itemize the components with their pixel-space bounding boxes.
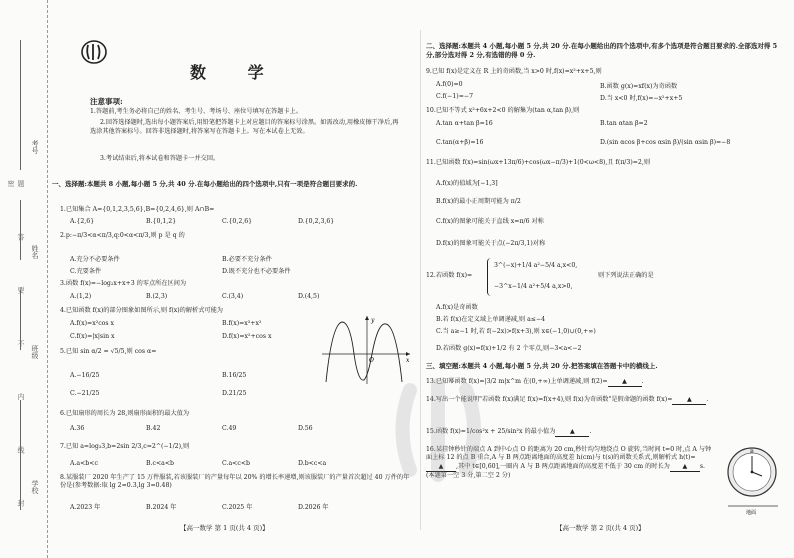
page-title: 数 学 xyxy=(190,63,282,82)
q6-option-a: A.36 xyxy=(70,425,85,432)
label-xingming: 姓名 xyxy=(31,245,39,259)
q6-option-d: D.56 xyxy=(298,425,313,432)
q16-clock-figure xyxy=(724,444,782,516)
q16-unit: s. xyxy=(699,462,706,470)
q3-option-a: A.(1,2) xyxy=(70,293,92,300)
question-6: 6.已知扇形的周长为 28,则扇形面积的最大值为 xyxy=(60,410,190,417)
q12-case-2: −3^x−1/4 a²+5/4 a,x>0, xyxy=(494,283,573,290)
q13-blank[interactable]: ▲ xyxy=(608,378,642,387)
section-1-heading: 一、选择题:本题共 8 小题,每小题 5 分,共 40 分.在每小题给出的四个选项中,只有一项是符合题目要求的. xyxy=(52,180,358,188)
q13-text: 13.已知幂函数 f(x)=|3/2 m|x^m 在(0,+∞)上单调递减,则 f(2)= xyxy=(426,378,608,385)
q15-text: 15.函数 f(x)=1/cos²x + 25/sin²x 的最小值为 xyxy=(426,428,556,435)
footer-page-1: 【高一数学 第 1 页(共 4 页)】 xyxy=(180,524,269,532)
q16-blank-2[interactable]: ▲ xyxy=(670,463,700,472)
notice-2: 2.回答选择题时,选出每小题答案后,用铅笔把答题卡上对应题目的答案标号涂黑。如需改动,用橡皮擦干净后,再选涂其他答案标号。回答非选择题时,将答案写在答题卡上。写在本试卷上无效。 xyxy=(90,119,399,135)
label-xuexiao: 学校 xyxy=(31,480,39,494)
q5-option-c: C.−21/25 xyxy=(70,390,100,397)
question-9: 9.已知 f(x)是定义在 R 上的奇函数,当 x>0 时,f(x)=x²+x+5,则 xyxy=(426,68,602,75)
q9-option-b: B.函数 g(x)=xf(x)为奇函数 xyxy=(600,83,678,90)
question-11: 11.已知函数 f(x)=sin(ωx+13π/6)+cos(ωx−π/3)+1(0<ω<8),且 f(π/3)=2,则 xyxy=(426,159,651,166)
q9-option-d: D.当 x<0 时,f(x)=−x²+x+5 xyxy=(600,95,683,102)
q16-note: (本题第一空 3 分,第二空 2 分) xyxy=(426,472,511,480)
label-banji: 班级 xyxy=(31,345,39,359)
section-2-heading: 二、选择题:本题共 4 小题,每小题 5 分,共 20 分.在每小题给出的四个选项中,有多个选项是符合题目要求的.全部选对得 5 分,部分选对得 2 分,有选错的得 0 分. xyxy=(426,42,778,60)
question-2: 2.p:−π/3<α<π/3,q:0<α<π/3,则 p 是 q 的 xyxy=(60,232,185,239)
question-14: 14.写出一个能说明"若函数 f(x)满足 f(x)=f(x+4),则 f(x)为奇函数"是假命题的函数 f(x)= ▲ . xyxy=(426,396,780,405)
origin-label: O xyxy=(369,357,374,364)
q3-option-c: C.(3,4) xyxy=(222,293,244,300)
ground-label: 地面 xyxy=(746,510,757,516)
notice-title: 注意事项: xyxy=(90,97,123,106)
q12-brace xyxy=(487,258,493,296)
question-3: 3.函数 f(x)=−log₂x+x+3 的零点所在区间为 xyxy=(60,280,187,287)
q5-option-b: B.16/25 xyxy=(222,372,247,379)
q10-option-c: C.tan(α+β)=16 xyxy=(436,139,484,146)
seal-text: 题 答 要 不 内 线 封 密 xyxy=(7,180,25,529)
q3-option-d: D.(4,5) xyxy=(298,293,320,300)
q4-option-d: D.f(x)=x²+cos x xyxy=(222,333,272,340)
notice-1: 1.答题前,考生务必将自己的姓名、考生号、考场号、座位号填写在答题卡上。 xyxy=(90,108,303,115)
notice-3: 3.考试结束后,将本试卷和答题卡一并交回。 xyxy=(100,155,220,162)
q2-option-d: D.既不充分也不必要条件 xyxy=(222,268,291,275)
q10-option-b: B.tan αtan β=2 xyxy=(600,120,648,127)
q11-option-b: B.f(x)的最小正周期可能为 π/2 xyxy=(436,198,521,205)
question-1: 1.已知集合 A={0,1,2,3,5,6},B={0,2,4,6},则 A∩B= xyxy=(60,206,215,213)
q12-option-a: A.f(x)是奇函数 xyxy=(436,304,478,311)
q14-text: 14.写出一个能说明"若函数 f(x)满足 f(x)=f(x+4),则 f(x)为奇函数"是假命题的函数 f(x)= xyxy=(426,396,673,403)
q2-option-c: C.充要条件 xyxy=(70,268,102,275)
q15-blank[interactable]: ▲ xyxy=(555,428,589,437)
question-8: 8.某服装厂 2020 年生产了 15 万件服装,若该服装厂的产量每年以 20% 的增长率递增,则该服装厂的产量首次超过 40 万件的年份是(参考数据:取 lg 2=0.3,lg 3=0.48) xyxy=(60,474,410,490)
q6-option-c: C.49 xyxy=(222,425,237,432)
q16-blank-1[interactable]: ▲ xyxy=(426,463,456,472)
q1-option-b: B.{0,1,2} xyxy=(146,218,177,225)
q12-case-1: 3^(−x)+1/4 a²−5/4 a,x<0, xyxy=(494,262,578,269)
question-12: 12.若函数 f(x)= xyxy=(426,272,473,279)
clock-center xyxy=(751,471,754,474)
x-axis-arrow xyxy=(406,352,410,356)
question-4: 4.已知函数 f(x)的部分图象如图所示,则 f(x)的解析式可能为 xyxy=(60,307,223,314)
q7-option-a: A.a<b<c xyxy=(70,460,98,467)
q1-option-d: D.{0,2,3,6} xyxy=(298,218,335,225)
q2-option-a: A.充分不必要条件 xyxy=(70,256,120,263)
q8-option-c: C.2025 年 xyxy=(222,504,253,511)
q7-option-c: C.a<c<b xyxy=(222,460,250,467)
q11-option-d: D.f(x)的图象可能关于点(−2π/3,1)对称 xyxy=(436,240,546,247)
question-15: 15.函数 f(x)=1/cos²x + 25/sin²x 的最小值为 ▲ . xyxy=(426,428,591,437)
question-10: 10.已知不等式 x²+6x+2<0 的解集为(tan α,tan β),则 xyxy=(426,107,580,114)
q4-option-a: A.f(x)=x²cos x xyxy=(70,320,115,327)
q10-option-a: A.tan α+tan β=16 xyxy=(436,120,493,127)
q4-option-b: B.f(x)=x³+x² xyxy=(222,320,262,327)
q12-option-b: B.若 f(x)在定义域上单调递减,则 a≤−4 xyxy=(436,316,546,323)
q7-option-b: B.c<a<b xyxy=(146,460,174,467)
x-label: x xyxy=(406,357,410,364)
q12-tail: 则下列说法正确的是 xyxy=(598,272,654,279)
binding-line xyxy=(20,40,21,170)
q16-tail: ,其中 t∈[0,60],一圈内 A 与 B 两点距离地面的高度差不低于 30 cm 的时长为 xyxy=(456,462,670,470)
q10-option-d: D.(sin αcos β+cos αsin β)/(sin αsin β)=−8 xyxy=(600,139,731,146)
q9-option-a: A.f(0)=0 xyxy=(436,81,463,88)
q2-option-b: B.必要不充分条件 xyxy=(222,256,272,263)
label-kaohao: 考号 xyxy=(31,140,39,154)
y-axis-arrow xyxy=(365,316,369,320)
section-3-heading: 三、填空题:本题共 4 小题,每小题 5 分,共 20 分.把答案填在答题卡中的横线上. xyxy=(426,362,658,370)
q9-option-c: C.f(−1)=−7 xyxy=(436,93,474,100)
question-7: 7.已知 a=log₃3,b=2sin 2/3,c=2^(−1/2),则 xyxy=(60,443,190,450)
question-5: 5.已知 sin α/2 = √5/5,则 cos α= xyxy=(60,348,157,355)
footer-page-2: 【高一数学 第 2 页(共 4 页)】 xyxy=(556,524,645,532)
q8-option-d: D.2026 年 xyxy=(298,504,329,511)
clock-point-b: B xyxy=(750,449,754,455)
q3-option-b: B.(2,3) xyxy=(146,293,168,300)
q8-option-b: B.2024 年 xyxy=(146,504,177,511)
q11-option-a: A.f(x)的值域为[−1,3] xyxy=(436,180,498,187)
q5-option-a: A.−16/25 xyxy=(70,372,100,379)
school-logo xyxy=(80,38,108,66)
q12-option-d: D.若函数 g(x)=f(x)+1/2 有 2 个零点,则−3<a<−2 xyxy=(436,345,582,352)
q14-blank[interactable]: ▲ xyxy=(672,396,706,405)
q1-option-c: C.{0,2,6} xyxy=(222,218,253,225)
q8-option-a: A.2023 年 xyxy=(70,504,101,511)
y-label: y xyxy=(371,317,375,324)
q12-option-c: C.当 a≥−1 时,若 f(−2x)>f(x+3),则 x∈(−1,0)∪(0,+∞) xyxy=(436,328,596,335)
q4-option-c: C.f(x)=|x|sin x xyxy=(70,333,115,340)
watermark-logo xyxy=(380,370,500,490)
question-13: 13.已知幂函数 f(x)=|3/2 m|x^m 在(0,+∞)上单调递减,则 f(2)= ▲ . xyxy=(426,378,644,387)
q11-option-c: C.f(x)的图象可能关于直线 x=π/6 对称 xyxy=(436,218,544,225)
q6-option-b: B.42 xyxy=(146,425,161,432)
q1-option-a: A.{2,6} xyxy=(70,218,95,225)
binding-strip xyxy=(0,0,48,558)
q7-option-d: D.b<c<a xyxy=(298,460,327,467)
q16-text: 16.某挂钟秒针的端点 A 到中心点 O 的距离为 20 cm,秒针均匀地绕点 O 旋转,当时间 t=0 时,点 A 与钟面上标 12 的点 B 重合,A 与 B 两点距离地面的高度差 h(cm)与 t(s)的函数关系式,则解析式 h(t)= xyxy=(426,446,712,462)
q5-option-d: D.21/25 xyxy=(222,390,247,397)
